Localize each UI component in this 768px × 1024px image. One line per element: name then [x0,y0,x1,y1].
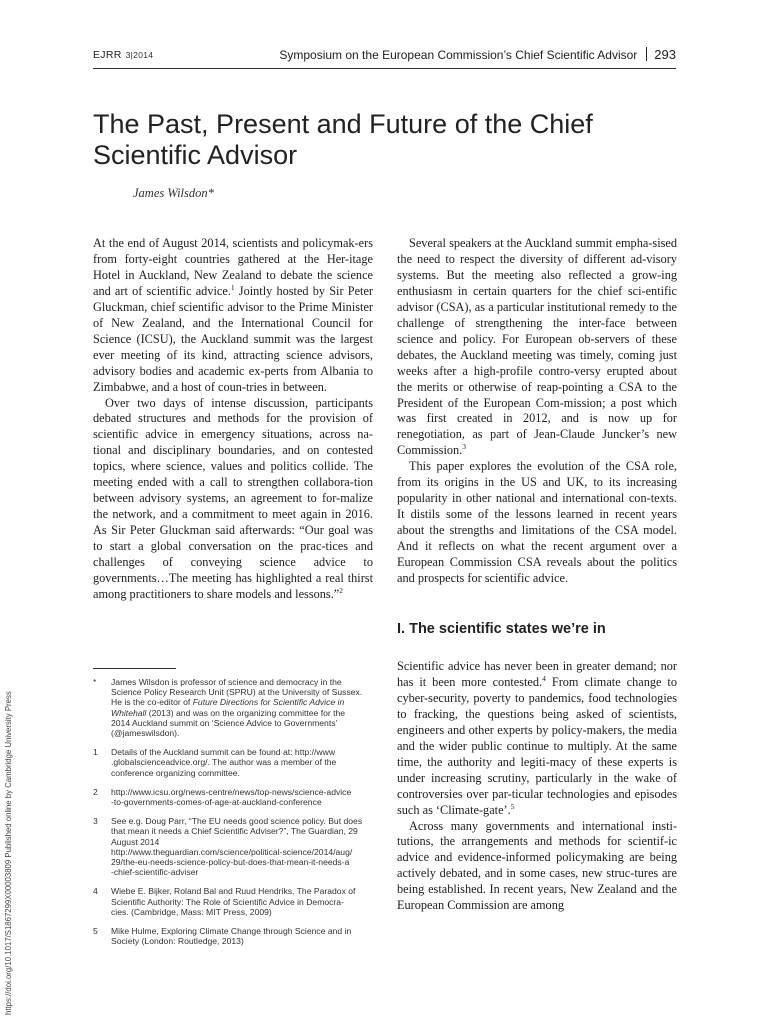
footnote-line[interactable]: Details of the Auckland summit can be found at: http://www [111,747,336,758]
footnote-line: August 2014 [111,836,160,847]
footnote-line: that mean it needs a Chief Scientific Adviser?”, The Guardian, 29 [111,826,358,837]
running-header [93,46,676,69]
footnote-rule [93,668,176,669]
footnote-line: (@jameswilsdon). [111,728,180,739]
footnote-ref[interactable]: 4 [542,673,546,683]
footnote-line[interactable]: http://www.icsu.org/news-centre/news/top-news/science-advice [111,786,352,797]
footnote-line: conference organizing committee. [111,767,240,778]
footnote-mark: 3 [93,816,98,827]
issue-number: 3|2014 [125,50,154,60]
footnote-line: Society (London: Routledge, 2013) [111,936,244,947]
paragraph: At the end of August 2014, scientists and policymak-ers from forty-eight countries gathered at the Her-itage Hotel in Auckland, New Zealand to debate the science and art of scientific advice.$^1$ Jointly hosted by Sir Peter Gluckman, chief scientific advisor to the Prime Minister of New Zealand, and the International Council for Science (ICSU), the Auckland summit was the largest ever meeting of its kind, attracting science advisors, advisory bodies and academic ex-perts from Albania to Zimbabwe, and a host of coun-tries in between. [93,236,373,394]
footnote-line: 2014 Auckland summit on ‘Science Advice to Governments’ [111,717,338,728]
paragraph: Across many governments and international insti-tutions, the arrangements and methods for scientif-ic advice and evidence-informed policymaking are being actively debated, and in some cases, new struc-tures are being established. In recent years, New Zealand and the European Commission are among [397,818,677,913]
title-line-1: The Past, Present and Future of the Chief [93,109,593,139]
footnote-1 [93,747,368,778]
author-name: James Wilsdon* [133,186,214,200]
body-column-right-bottom [397,659,677,914]
footnote-mark: * [93,677,97,687]
body-column-right-top [397,236,677,587]
footnotes [93,677,368,955]
footnote-line[interactable]: -chief-scientific-adviser [111,867,199,878]
paragraph: Scientific advice has never been in greater demand; nor has it been more contested.$^4$ From climate change to cyber-security, poverty to pandemics, food technologies to fracking, the questions being asked of scientists, engineers and other experts by policy-makers, the media and the wider public continue to multiply. At the same time, the authority and legiti-macy of these experts is under increasing scrutiny, particularly in the wake of controversies over par-ticular technologies and episodes such as ‘Climate-gate’.$^5$ [397,659,677,817]
footnote-line[interactable]: -to-governments-comes-of-age-at-auckland-conference [111,797,322,808]
doi-sidebar[interactable]: https://doi.org/10.1017/S1867299X00003809 Published online by Cambridge University Press [4,691,13,1015]
header-divider [646,47,647,61]
footnote-2 [93,787,368,807]
footnote-line: James Wilsdon is professor of science and democracy in the [111,677,342,687]
footnote-line: Wiebe E. Bijker, Roland Bal and Ruud Hendriks, The Paradox of [111,886,356,897]
footnote-line: He is the co-editor of Future Directions for Scientific Advice in [111,697,345,708]
paragraph: Several speakers at the Auckland summit empha-sised the need to respect the diversity of different ad-visory systems. But the meeting also reflected a grow-ing enthusiasm in certain quarters for the chief sci-entific advisor (CSA), as a particular institutional remedy to the challenge of strengthening the inter-face between science and policy. For European ob-servers of these debates, the Auckland meeting was timely, coming just weeks after a high-profile contro-versy erupted about the merits or otherwise of reap-pointing a CSA to the President of the European Com-mission; a post which was first created in 2012, and is now up for renegotiation, as part of Jean-Claude Juncker’s new Commission.$^3$ [397,236,677,458]
footnote-mark: 2 [93,786,98,797]
section-heading: I. The scientific states we’re in [397,621,606,637]
article-title [93,109,653,171]
footnote-line: Mike Hulme, Exploring Climate Change through Science and in [111,926,352,937]
footnote-line[interactable]: http://www.theguardian.com/science/political-science/2014/aug/ [111,846,353,857]
footnote-line[interactable]: 29/the-eu-needs-science-policy-but-does-that-mean-it-needs-a [111,857,350,868]
footnote-line: cies. (Cambridge, Mass: MIT Press, 2009) [111,906,272,917]
journal-name: EJRR 3|2014 [93,49,154,61]
footnote-mark: 4 [93,886,98,897]
footnote-4 [93,886,368,917]
footnote-ref[interactable]: 5 [510,801,515,811]
footnote-ref[interactable]: 3 [462,442,467,452]
footnote-3 [93,816,368,877]
paragraph: This paper explores the evolution of the CSA role, from its origins in the US and UK, to its increasing popularity in other national and international con-texts. It distils some of the lessons learned in recent years about the strengths and limitations of the CSA model. And it reflects on what the recent argument over a European Commission CSA reveals about the politics and prospects for scientific advice. [397,459,677,586]
footnote-line: Scientific Authority: The Role of Scientific Advice in Democra- [111,896,344,907]
symposium-title: Symposium on the European Commission’s Chief Scientific Advisor [279,48,638,62]
body-column-left [93,236,373,603]
title-line-2: Scientific Advisor [93,140,298,170]
footnote-5 [93,926,368,946]
footnote-mark: 5 [93,926,98,937]
footnote-ref[interactable]: 2 [339,585,343,595]
footnote-line: See e.g. Doug Parr, “The EU needs good science policy. But does [111,816,363,827]
header-right [279,47,676,62]
footnote-line: Whitehall (2013) and was on the organizing committee for the [111,707,346,718]
footnote-line[interactable]: .globalscienceadvice.org/. The author was a member of the [111,757,337,768]
footnote-mark: 1 [93,747,98,758]
page-number: 293 [654,47,676,62]
footnote-line: Science Policy Research Unit (SPRU) at the University of Sussex. [111,687,363,698]
paragraph: Over two days of intense discussion, participants debated structures and methods for the provision of scientific advice in emergency situations, across na-tional and disciplinary boundaries, and on contested topics, where science, values and politics collide. The meeting ended with a call to strengthen collabora-tion between advisory systems, an agreement to for-malize the network, and a commitment to meet again in 2016. As Sir Peter Gluckman said afterwards: “Our goal was to start a global conversation on the prac-tices and challenges of conveying science advice to governments…The meeting has highlighted a real thirst among practitioners to share models and lessons.”$^2$ [93,395,373,601]
footnote-author [93,677,368,738]
footnote-ref[interactable]: 1 [230,282,235,292]
